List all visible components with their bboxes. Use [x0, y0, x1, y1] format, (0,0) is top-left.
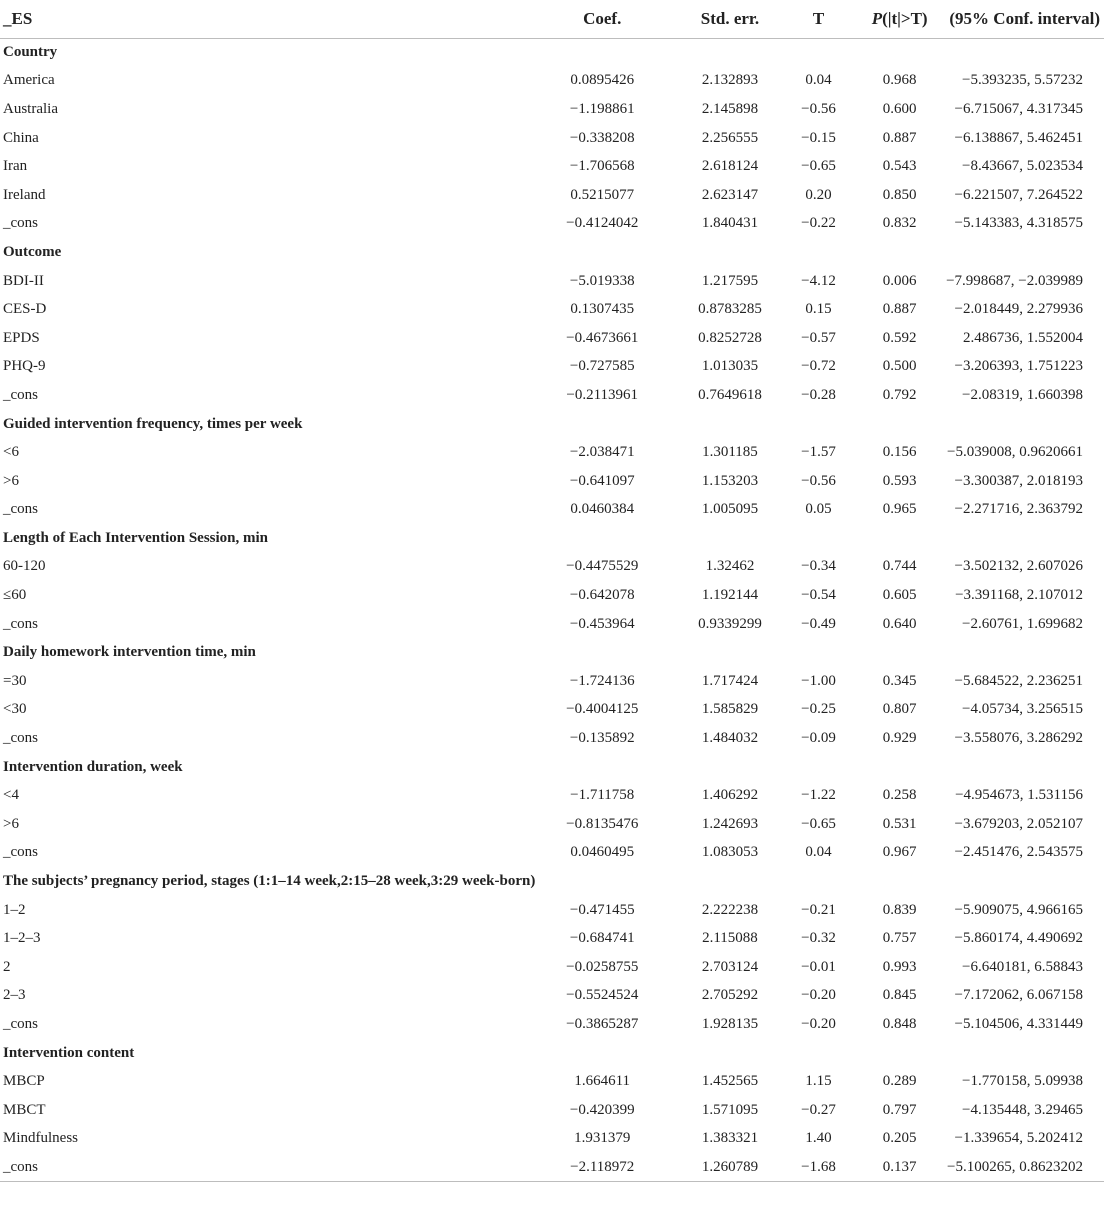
- group-header-row: [0, 410, 1104, 439]
- coef-cell: 0.0460384: [570, 501, 635, 518]
- table-row: [0, 896, 1104, 925]
- row-label: >6: [3, 472, 19, 489]
- coef-cell: −0.3865287: [566, 1015, 639, 1032]
- conf-interval-cell: −3.502132, 2.607026: [954, 558, 1083, 575]
- row-label: _cons: [3, 386, 38, 403]
- header-coef: Coef.: [526, 0, 678, 38]
- p-value-cell: 0.593: [882, 472, 917, 489]
- t-cell: −0.65: [801, 158, 836, 175]
- table-row: [0, 953, 1104, 982]
- t-cell: 0.05: [805, 501, 832, 518]
- t-cell: −0.27: [801, 1101, 836, 1118]
- conf-interval-cell: −2.271716, 2.363792: [954, 501, 1083, 518]
- row-label: 1–2–3: [3, 930, 41, 947]
- row-label: Ireland: [3, 186, 46, 203]
- row-label: _cons: [3, 730, 38, 747]
- std-err-cell: 1.013035: [701, 358, 759, 375]
- row-label: _cons: [3, 844, 38, 861]
- coef-cell: −0.4004125: [566, 701, 639, 718]
- p-value-cell: 0.887: [882, 301, 917, 318]
- table-row: [0, 124, 1104, 153]
- group-label: Intervention duration, week: [3, 758, 183, 775]
- coef-cell: 0.0460495: [570, 844, 635, 861]
- std-err-cell: 1.301185: [702, 444, 758, 461]
- row-label: America: [3, 72, 55, 89]
- std-err-cell: 2.618124: [701, 158, 759, 175]
- row-label: _cons: [3, 501, 38, 518]
- p-value-cell: 0.543: [882, 158, 917, 175]
- table-row: [0, 381, 1104, 410]
- p-value-cell: 0.137: [855, 1153, 944, 1182]
- std-err-cell: 1.571095: [701, 1101, 759, 1118]
- std-err-cell: 1.840431: [701, 215, 759, 232]
- p-value-cell: 0.797: [882, 1101, 917, 1118]
- row-label: _cons: [3, 615, 38, 632]
- coef-cell: −0.0258755: [566, 958, 639, 975]
- row-label: _cons: [3, 1015, 38, 1032]
- table-row: [0, 295, 1104, 324]
- conf-interval-cell: −5.909075, 4.966165: [954, 901, 1083, 918]
- table-row: [0, 1067, 1104, 1096]
- p-value-cell: 0.967: [882, 844, 917, 861]
- table-row: [0, 210, 1104, 239]
- conf-interval-cell: −2.60761, 1.699682: [962, 615, 1083, 632]
- coef-cell: −0.4124042: [566, 215, 639, 232]
- t-cell: −0.54: [801, 587, 836, 604]
- t-cell: 1.40: [805, 1130, 832, 1147]
- row-label: China: [3, 129, 39, 146]
- coef-cell: −0.727585: [569, 358, 635, 375]
- t-cell: −0.72: [801, 358, 836, 375]
- coef-cell: −0.4475529: [566, 558, 639, 575]
- table-row: [0, 1125, 1104, 1154]
- std-err-cell: 2.145898: [701, 100, 759, 117]
- t-cell: −1.22: [801, 787, 836, 804]
- t-cell: −0.28: [801, 386, 836, 403]
- t-cell: −0.01: [801, 958, 836, 975]
- conf-interval-cell: −3.558076, 3.286292: [954, 730, 1083, 747]
- p-value-cell: 0.744: [882, 558, 917, 575]
- conf-interval-cell: −6.138867, 5.462451: [954, 129, 1083, 146]
- table-row: [0, 267, 1104, 296]
- coef-cell: −0.641097: [569, 472, 635, 489]
- group-header-row: [0, 753, 1104, 782]
- p-value-cell: 0.929: [882, 730, 917, 747]
- t-cell: 1.15: [805, 1073, 832, 1090]
- table-row: [0, 181, 1104, 210]
- row-label: =30: [3, 672, 27, 689]
- std-err-cell: 0.8252728: [698, 329, 762, 346]
- std-err-cell: 1.242693: [701, 815, 759, 832]
- row-label: ≤60: [3, 587, 27, 604]
- table-row: [0, 924, 1104, 953]
- coef-cell: −1.711758: [570, 787, 635, 804]
- group-label: Daily homework intervention time, min: [3, 644, 256, 661]
- p-value-cell: 0.757: [882, 930, 917, 947]
- coef-cell: −0.2113961: [566, 386, 639, 403]
- row-label: 2: [3, 958, 11, 975]
- table-row: [0, 467, 1104, 496]
- header-row: [0, 0, 1104, 38]
- coef-cell: −0.420399: [569, 1101, 635, 1118]
- table-row: [0, 581, 1104, 610]
- t-cell: −1.00: [801, 672, 836, 689]
- group-label: Length of Each Intervention Session, min: [3, 529, 269, 546]
- coef-cell: 0.0895426: [570, 72, 635, 89]
- table-row: [0, 696, 1104, 725]
- coef-cell: 0.5215077: [570, 186, 635, 203]
- coef-cell: 1.931379: [574, 1130, 631, 1147]
- group-label: Outcome: [3, 243, 62, 260]
- std-err-cell: 1.383321: [701, 1130, 759, 1147]
- row-label: >6: [3, 815, 19, 832]
- group-label: Country: [3, 44, 58, 61]
- t-cell: −0.49: [801, 615, 836, 632]
- std-err-cell: 1.928135: [701, 1015, 759, 1032]
- conf-interval-cell: −7.172062, 6.067158: [954, 987, 1083, 1004]
- row-label: EPDS: [3, 329, 40, 346]
- table-row: [0, 95, 1104, 124]
- std-err-cell: 1.406292: [701, 787, 759, 804]
- p-value-cell: 0.345: [882, 672, 917, 689]
- coef-cell: −0.642078: [569, 587, 635, 604]
- conf-interval-cell: 2.486736, 1.552004: [963, 329, 1083, 346]
- conf-interval-cell: −3.206393, 1.751223: [954, 358, 1083, 375]
- header-es: _ES: [0, 0, 526, 38]
- table-row: [0, 1096, 1104, 1125]
- t-cell: −1.68: [782, 1153, 856, 1182]
- conf-interval-cell: −1.770158, 5.09938: [962, 1073, 1083, 1090]
- t-cell: −0.22: [801, 215, 836, 232]
- t-cell: −0.56: [801, 472, 836, 489]
- row-label: Australia: [3, 100, 58, 117]
- conf-interval-cell: −5.393235, 5.57232: [962, 72, 1083, 89]
- table-row: [0, 496, 1104, 525]
- conf-interval-cell: −4.954673, 1.531156: [955, 787, 1083, 804]
- table-row: [0, 438, 1104, 467]
- conf-interval-cell: −6.221507, 7.264522: [954, 186, 1083, 203]
- std-err-cell: 0.8783285: [698, 301, 762, 318]
- std-err-cell: 2.256555: [701, 129, 759, 146]
- coef-cell: −1.706568: [569, 158, 635, 175]
- std-err-cell: 1.452565: [701, 1073, 759, 1090]
- coef-cell: −1.198861: [569, 100, 635, 117]
- t-cell: 0.15: [805, 301, 832, 318]
- header-t: T: [782, 0, 856, 38]
- conf-interval-cell: −7.998687, −2.039989: [946, 272, 1083, 289]
- p-value-cell: 0.792: [882, 386, 917, 403]
- table-row: [0, 324, 1104, 353]
- coef-cell: −5.019338: [569, 272, 635, 289]
- p-value-cell: 0.640: [882, 615, 917, 632]
- conf-interval-cell: −8.43667, 5.023534: [962, 158, 1083, 175]
- p-value-cell: 0.845: [882, 987, 917, 1004]
- t-cell: −0.15: [801, 129, 836, 146]
- t-cell: −0.32: [801, 930, 836, 947]
- p-value-cell: 0.993: [882, 958, 917, 975]
- row-label: <30: [3, 701, 27, 718]
- table-row: [0, 982, 1104, 1011]
- conf-interval-cell: −5.100265, 0.8623202: [944, 1153, 1104, 1182]
- std-err-cell: 0.7649618: [698, 386, 762, 403]
- std-err-cell: 1.260789: [678, 1153, 782, 1182]
- std-err-cell: 2.222238: [701, 901, 759, 918]
- conf-interval-cell: −5.860174, 4.490692: [954, 930, 1083, 947]
- std-err-cell: 1.585829: [701, 701, 759, 718]
- p-value-cell: 0.887: [882, 129, 917, 146]
- row-label: Iran: [3, 158, 28, 175]
- std-err-cell: 1.005095: [701, 501, 759, 518]
- table-row: [0, 724, 1104, 753]
- row-label: 2–3: [3, 987, 26, 1004]
- std-err-cell: 1.083053: [701, 844, 759, 861]
- conf-interval-cell: −1.339654, 5.202412: [954, 1130, 1083, 1147]
- std-err-cell: 2.115088: [702, 930, 758, 947]
- group-label: Guided intervention frequency, times per week: [3, 415, 303, 432]
- table-row: [0, 553, 1104, 582]
- group-label: The subjects’ pregnancy period, stages (1:1–14 week,2:15–28 week,3:29 week-born): [3, 873, 536, 890]
- row-label: 60-120: [3, 558, 46, 575]
- conf-interval-cell: −4.135448, 3.29465: [962, 1101, 1083, 1118]
- t-cell: −0.65: [801, 815, 836, 832]
- p-value-cell: 0.832: [882, 215, 917, 232]
- row-label: 1–2: [3, 901, 26, 918]
- conf-interval-cell: −5.684522, 2.236251: [954, 672, 1083, 689]
- t-cell: −0.21: [801, 901, 836, 918]
- table-row: [0, 67, 1104, 96]
- p-value-cell: 0.839: [882, 901, 917, 918]
- std-err-cell: 2.132893: [701, 72, 759, 89]
- coef-cell: −0.471455: [569, 901, 635, 918]
- std-err-cell: 1.717424: [701, 672, 759, 689]
- header-p-expression: (|t|>T): [882, 8, 928, 28]
- row-label: MBCT: [3, 1101, 46, 1118]
- t-cell: −1.57: [801, 444, 836, 461]
- p-value-cell: 0.807: [882, 701, 917, 718]
- header-p: [855, 0, 944, 38]
- table-row: [0, 810, 1104, 839]
- table-row: [0, 1153, 1104, 1182]
- row-label: Mindfulness: [3, 1130, 78, 1147]
- std-err-cell: 0.9339299: [698, 615, 762, 632]
- p-value-cell: 0.605: [882, 587, 917, 604]
- p-value-cell: 0.258: [882, 787, 917, 804]
- conf-interval-cell: −6.715067, 4.317345: [954, 100, 1083, 117]
- t-cell: −0.20: [801, 1015, 836, 1032]
- conf-interval-cell: −6.640181, 6.58843: [962, 958, 1083, 975]
- conf-interval-cell: −5.143383, 4.318575: [954, 215, 1083, 232]
- row-label: <6: [3, 444, 19, 461]
- coef-cell: −0.338208: [569, 129, 635, 146]
- coef-cell: −2.118972: [526, 1153, 678, 1182]
- conf-interval-cell: −2.451476, 2.543575: [954, 844, 1083, 861]
- conf-interval-cell: −2.08319, 1.660398: [962, 386, 1083, 403]
- std-err-cell: 2.703124: [701, 958, 759, 975]
- row-label: MBCP: [3, 1073, 45, 1090]
- p-value-cell: 0.289: [882, 1073, 917, 1090]
- p-value-cell: 0.850: [882, 186, 917, 203]
- t-cell: −0.57: [801, 329, 836, 346]
- row-label: BDI-II: [3, 272, 44, 289]
- std-err-cell: 1.217595: [701, 272, 759, 289]
- coef-cell: −1.724136: [569, 672, 635, 689]
- t-cell: −0.34: [801, 558, 836, 575]
- t-cell: 0.04: [805, 844, 832, 861]
- header-conf-interval: (95% Conf. interval): [944, 0, 1104, 38]
- p-value-cell: 0.156: [882, 444, 917, 461]
- p-value-cell: 0.500: [882, 358, 917, 375]
- table-body: [0, 38, 1104, 1182]
- group-header-row: [0, 524, 1104, 553]
- table-row: [0, 839, 1104, 868]
- conf-interval-cell: −3.300387, 2.018193: [954, 472, 1083, 489]
- p-value-cell: 0.965: [882, 501, 917, 518]
- conf-interval-cell: −3.679203, 2.052107: [954, 815, 1083, 832]
- p-value-cell: 0.968: [882, 72, 917, 89]
- t-cell: −4.12: [801, 272, 836, 289]
- row-label: <4: [3, 787, 19, 804]
- conf-interval-cell: −5.039008, 0.9620661: [947, 444, 1083, 461]
- row-label: PHQ-9: [3, 358, 46, 375]
- coef-cell: 0.1307435: [570, 301, 635, 318]
- t-cell: −0.09: [801, 730, 836, 747]
- std-err-cell: 2.623147: [701, 186, 759, 203]
- p-value-cell: 0.006: [882, 272, 917, 289]
- table-row: [0, 152, 1104, 181]
- group-label: Intervention content: [3, 1044, 135, 1061]
- row-label: _cons: [3, 215, 38, 232]
- t-cell: −0.20: [801, 987, 836, 1004]
- t-cell: 0.04: [805, 72, 832, 89]
- std-err-cell: 1.153203: [701, 472, 759, 489]
- t-cell: −0.25: [801, 701, 836, 718]
- std-err-cell: 2.705292: [701, 987, 759, 1004]
- group-header-row: [0, 867, 1104, 896]
- table-row: [0, 667, 1104, 696]
- group-header-row: [0, 638, 1104, 667]
- t-cell: −0.56: [801, 100, 836, 117]
- p-value-cell: 0.531: [882, 815, 917, 832]
- table-row: [0, 610, 1104, 639]
- conf-interval-cell: −5.104506, 4.331449: [954, 1015, 1083, 1032]
- coef-cell: −0.453964: [569, 615, 635, 632]
- coef-cell: −0.684741: [569, 930, 635, 947]
- p-value-cell: 0.848: [882, 1015, 917, 1032]
- coef-cell: −0.135892: [569, 730, 635, 747]
- group-header-row: [0, 1039, 1104, 1068]
- conf-interval-cell: −4.05734, 3.256515: [962, 701, 1083, 718]
- coef-cell: −0.4673661: [566, 329, 639, 346]
- coef-cell: −0.5524524: [566, 987, 639, 1004]
- header-p-symbol: P: [871, 8, 883, 28]
- table-row: [0, 353, 1104, 382]
- std-err-cell: 1.192144: [701, 587, 759, 604]
- header-std-err: Std. err.: [678, 0, 782, 38]
- group-header-row: [0, 238, 1104, 267]
- group-header-row: [0, 38, 1104, 67]
- coef-cell: −2.038471: [569, 444, 635, 461]
- p-value-cell: 0.600: [882, 100, 917, 117]
- coef-cell: −0.8135476: [566, 815, 639, 832]
- conf-interval-cell: −3.391168, 2.107012: [955, 587, 1083, 604]
- row-label: CES-D: [3, 301, 47, 318]
- std-err-cell: 1.32462: [705, 558, 755, 575]
- p-value-cell: 0.592: [882, 329, 917, 346]
- table-row: [0, 781, 1104, 810]
- row-label: _cons: [0, 1153, 526, 1182]
- p-value-cell: 0.205: [882, 1130, 917, 1147]
- std-err-cell: 1.484032: [701, 730, 759, 747]
- table-row: [0, 1010, 1104, 1039]
- t-cell: 0.20: [805, 186, 832, 203]
- conf-interval-cell: −2.018449, 2.279936: [954, 301, 1083, 318]
- coef-cell: 1.664611: [574, 1073, 631, 1090]
